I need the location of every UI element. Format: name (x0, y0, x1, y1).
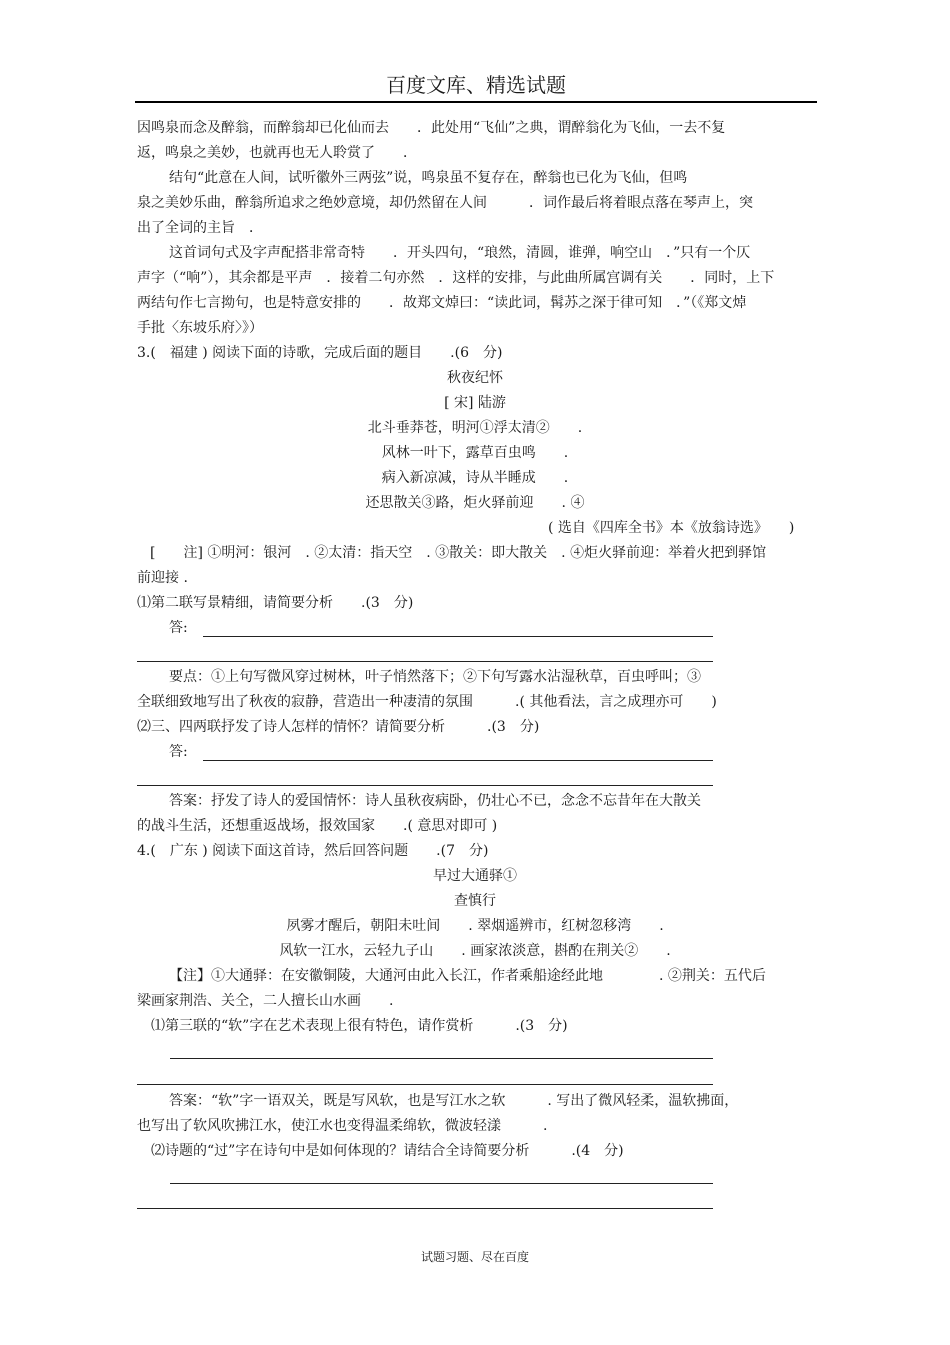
sub-question: ⑴第二联写景精细，请简要分析 .(3 分) (137, 595, 414, 611)
body-line: 出了全词的主旨 ． (137, 220, 263, 236)
answer-text: 也写出了软风吹拂江水，使江水也变得温柔绵软，微波轻漾 . (137, 1118, 548, 1134)
sub-question: ⑴第三联的“软”字在艺术表现上很有特色，请作赏析 .(3 分) (151, 1018, 568, 1034)
answer-text: 的战斗生活，还想重返战场，报效国家 .( 意思对即可 ) (137, 818, 498, 834)
answer-line[interactable] (170, 1183, 713, 1184)
question-heading: 3.( 福建 ) 阅读下面的诗歌，完成后面的题目 .(6 分) (137, 345, 503, 361)
poem-line: 病入新凉减，诗从半睡成 . (381, 470, 569, 486)
answer-label: 答: (169, 620, 188, 636)
question-heading: 4.( 广东 ) 阅读下面这首诗，然后回答问题 .(7 分) (137, 843, 489, 859)
body-line: 这首词句式及字声配搭非常奇特 ．开头四句，“琅然，清圆，谁弹，响空山 ．”只有一个仄 (169, 245, 751, 261)
answer-line[interactable] (203, 760, 713, 761)
answer-line[interactable] (137, 1208, 713, 1209)
answer-line[interactable] (137, 661, 713, 662)
poem-author: 查慎行 (454, 893, 496, 909)
poem-line: 风软一江水，云轻九子山 . 画家浓淡意，斟酌在荆关② . (279, 943, 671, 959)
body-line: 泉之美妙乐曲，醉翁所追求之绝妙意境，却仍然留在人间 ．词作最后将着眼点落在琴声上，突 (137, 195, 753, 211)
answer-label: 答: (169, 744, 188, 760)
page-header-title: 百度文库、精选试题 (386, 73, 566, 97)
poem-line: 夙雾才醒后，朝阳未吐间 . 翠烟遥辨市，红树忽移湾 . (286, 918, 664, 934)
header-rule (135, 101, 817, 103)
poem-notes-cont: 梁画家荆浩、关仝，二人擅长山水画 . (137, 993, 394, 1009)
answer-text: 答案：抒发了诗人的爱国情怀：诗人虽秋夜病卧，仍壮心不已，念念不忘昔年在大散关 (169, 793, 701, 809)
poem-source: ( 选自《四库全书》本《放翁诗选》 ) (548, 520, 795, 536)
body-line: 结句“此意在人间，试听徽外三两弦”说，鸣泉虽不复存在，醉翁也已化为飞仙，但鸣 (169, 170, 688, 186)
body-line: 两结句作七言拗句，也是特意安排的 ．故郑文焯曰：“读此词，髯苏之深于律可知 ．”（《郑文焯 (137, 295, 747, 311)
sub-question: ⑵诗题的“过”字在诗句中是如何体现的？请结合全诗简要分析 .(4 分) (151, 1143, 624, 1159)
poem-notes: [ 注] ①明河：银河 . ②太清：指天空 . ③散关：即大散关 . ④炬火驿前迎：举着火把到驿馆 (150, 545, 767, 561)
answer-line[interactable] (170, 1058, 713, 1059)
page-footer: 试题习题、尽在百度 (420, 1250, 529, 1264)
answer-line[interactable] (137, 1084, 713, 1085)
body-line: 声字（“响”），其余都是平声 ．接着二句亦然 ．这样的安排，与此曲所属宫调有关 ．同时，上下 (137, 270, 775, 286)
answer-text: 答案：“软”字一语双关，既是写风软，也是写江水之软 . 写出了微风轻柔，温软拂面， (169, 1093, 739, 1109)
poem-title: 早过大通驿① (433, 868, 517, 884)
sub-question: ⑵三、四两联抒发了诗人怎样的情怀？请简要分析 .(3 分) (137, 719, 540, 735)
answer-text: 全联细致地写出了秋夜的寂静，营造出一种凄清的氛围 .( 其他看法，言之成理亦可 ) (137, 694, 717, 710)
body-line: 因鸣泉而念及醉翁，而醉翁却已化仙而去 ．此处用“飞仙”之典，谓醉翁化为飞仙，一去不复 (137, 120, 726, 136)
poem-line: 风林一叶下，露草百虫鸣 . (381, 445, 569, 461)
poem-author: [ 宋] 陆游 (444, 395, 506, 411)
answer-line[interactable] (137, 785, 713, 786)
poem-title: 秋夜纪怀 (447, 370, 503, 386)
answer-line[interactable] (203, 636, 713, 637)
poem-notes: 【注】①大通驿：在安徽铜陵，大通河由此入长江，作者乘船途经此地 . ②荆关：五代后 (169, 968, 766, 984)
answer-text: 要点：①上句写微风穿过树林，叶子悄然落下；②下句写露水沾湿秋草，百虫呼叫；③ (169, 669, 701, 685)
poem-line: 北斗垂莽苍，明河①浮太清② . (367, 420, 583, 436)
body-line: 手批〈东坡乐府〉》） (137, 320, 263, 336)
poem-line: 还思散关③路，炬火驿前迎 . ④ (365, 495, 585, 511)
body-line: 返，鸣泉之美妙，也就再也无人聆赏了 ． (137, 145, 417, 161)
poem-notes-cont: 前迎接 . (137, 570, 188, 586)
